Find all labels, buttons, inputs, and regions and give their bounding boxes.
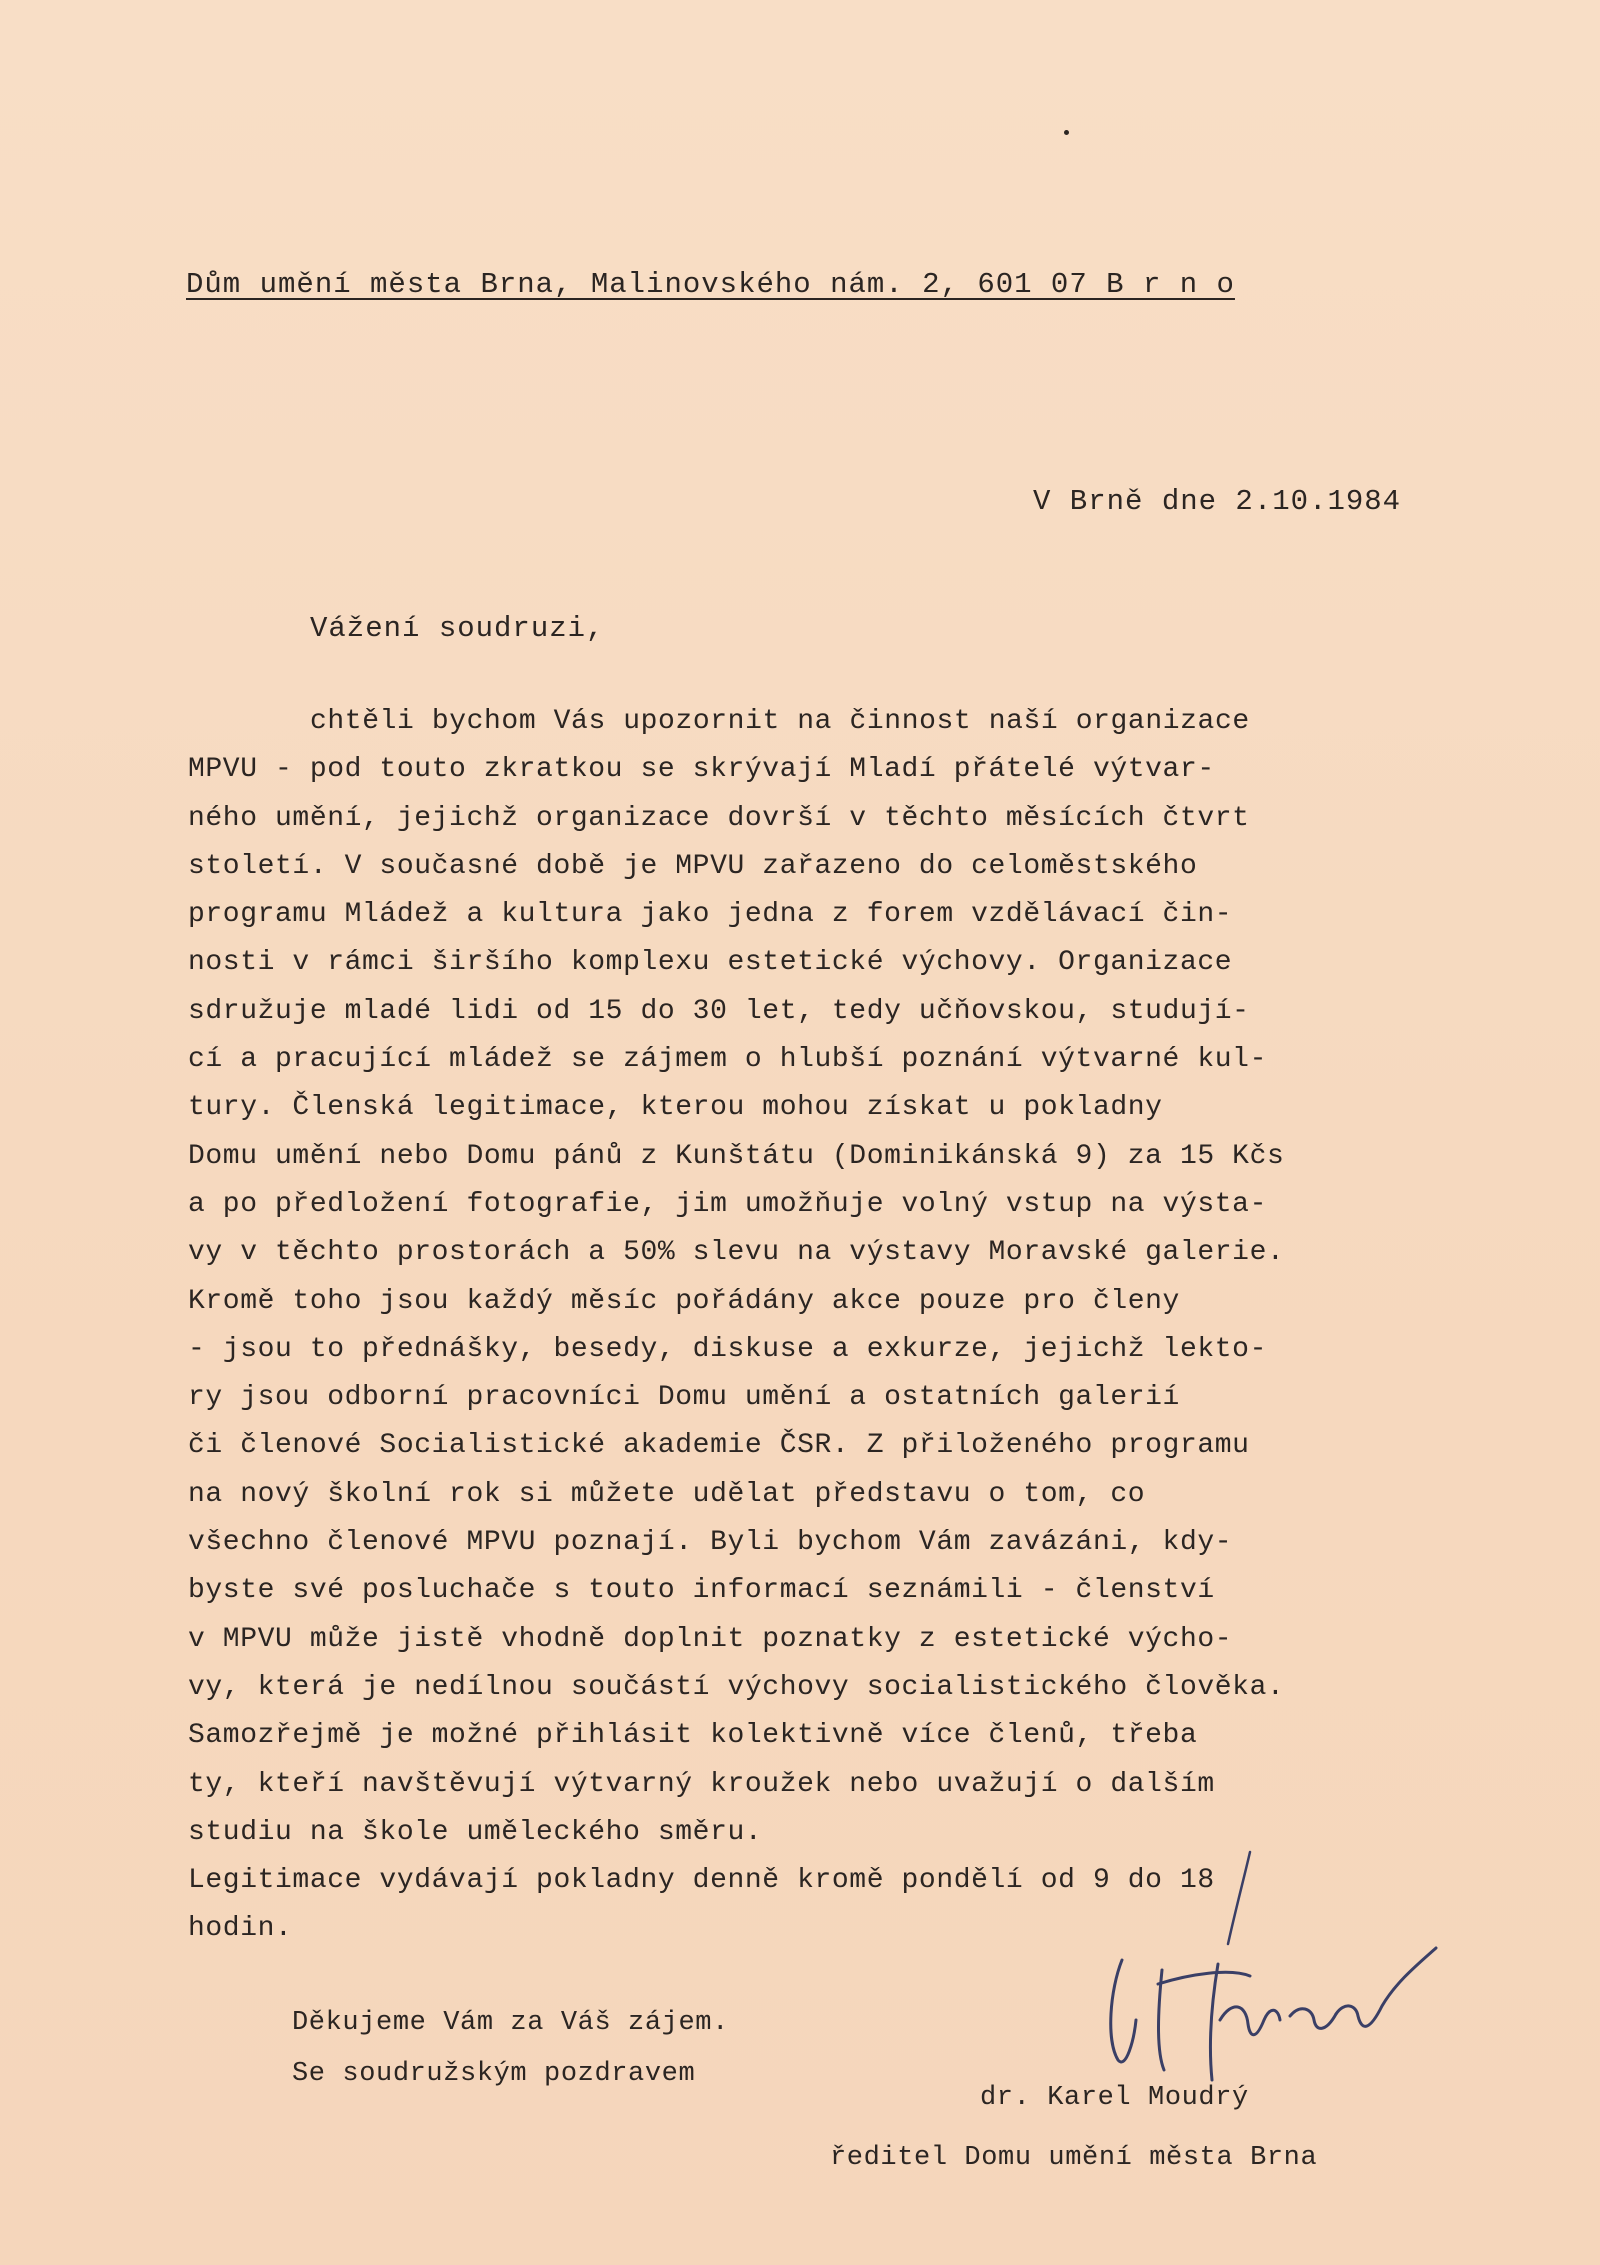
body-line: - jsou to přednášky, besedy, diskuse a exkurze, jejichž lekto- bbox=[188, 1333, 1267, 1365]
body-line: ného umění, jejichž organizace dovrší v těchto měsících čtvrt bbox=[188, 802, 1250, 834]
signatory-name: dr. Karel Moudrý bbox=[980, 2083, 1249, 2113]
letterhead: Dům umění města Brna, Malinovského nám. 2, 601 07 B r n o bbox=[186, 268, 1235, 301]
body-line: byste své posluchače s touto informací seznámili - členství bbox=[188, 1575, 1215, 1607]
body-line: nosti v rámci širšího komplexu estetické výchovy. Organizace bbox=[188, 947, 1233, 979]
body-line: cí a pracující mládež se zájmem o hlubší poznání výtvarné kul- bbox=[188, 1044, 1267, 1076]
ink-speck bbox=[1064, 130, 1069, 135]
body-line: vy v těchto prostorách a 50% slevu na výstavy Moravské galerie. bbox=[188, 1237, 1285, 1269]
closing-block bbox=[292, 1998, 729, 2100]
body-line: Samozřejmě je možné přihlásit kolektivně více členů, třeba bbox=[188, 1720, 1198, 1752]
body-line: vy, která je nedílnou součástí výchovy socialistického člověka. bbox=[188, 1671, 1285, 1703]
body-line: ty, kteří navštěvují výtvarný kroužek nebo uvažují o dalším bbox=[188, 1768, 1215, 1800]
salutation: Vážení soudruzi, bbox=[310, 612, 605, 645]
signatory-title: ředitel Domu umění města Brna bbox=[830, 2143, 1318, 2173]
signatory-block bbox=[830, 2068, 1317, 2188]
body-line: tury. Členská legitimace, kterou mohou získat u pokladny bbox=[188, 1092, 1163, 1124]
body-line: hodin. bbox=[188, 1913, 293, 1945]
body-line: MPVU - pod touto zkratkou se skrývají Mladí přátelé výtvar- bbox=[188, 754, 1215, 786]
body-line: programu Mládež a kultura jako jedna z forem vzdělávací čin- bbox=[188, 899, 1233, 931]
body-line: studiu na škole uměleckého směru. bbox=[188, 1816, 763, 1848]
body-line: století. V současné době je MPVU zařazeno do celoměstského bbox=[188, 850, 1198, 882]
body-line: chtěli bychom Vás upozornit na činnost naší organizace bbox=[310, 706, 1250, 737]
date-line: V Brně dne 2.10.1984 bbox=[1033, 485, 1402, 518]
body-line: či členové Socialistické akademie ČSR. Z přiloženého programu bbox=[188, 1430, 1250, 1462]
body-line: v MPVU může jistě vhodně doplnit poznatky z estetické výcho- bbox=[188, 1623, 1233, 1655]
body-line: na nový školní rok si můžete udělat představu o tom, co bbox=[188, 1478, 1146, 1510]
body-line: Domu umění nebo Domu pánů z Kunštátu (Dominikánská 9) za 15 Kčs bbox=[188, 1140, 1285, 1172]
body-line: sdružuje mladé lidi od 15 do 30 let, tedy učňovskou, studují- bbox=[188, 995, 1250, 1027]
body-line: a po předložení fotografie, jim umožňuje volný vstup na výsta- bbox=[188, 1188, 1267, 1220]
body-line: Kromě toho jsou každý měsíc pořádány akce pouze pro členy bbox=[188, 1285, 1180, 1317]
closing-line: Se soudružským pozdravem bbox=[292, 2059, 696, 2089]
body-line: všechno členové MPVU poznají. Byli bychom Vám zavázáni, kdy- bbox=[188, 1527, 1233, 1559]
body-line: ry jsou odborní pracovníci Domu umění a ostatních galerií bbox=[188, 1382, 1180, 1414]
body-line: Legitimace vydávají pokladny denně kromě pondělí od 9 do 18 bbox=[188, 1865, 1215, 1897]
letter-body bbox=[188, 698, 1448, 1954]
closing-line: Děkujeme Vám za Váš zájem. bbox=[292, 2008, 729, 2038]
